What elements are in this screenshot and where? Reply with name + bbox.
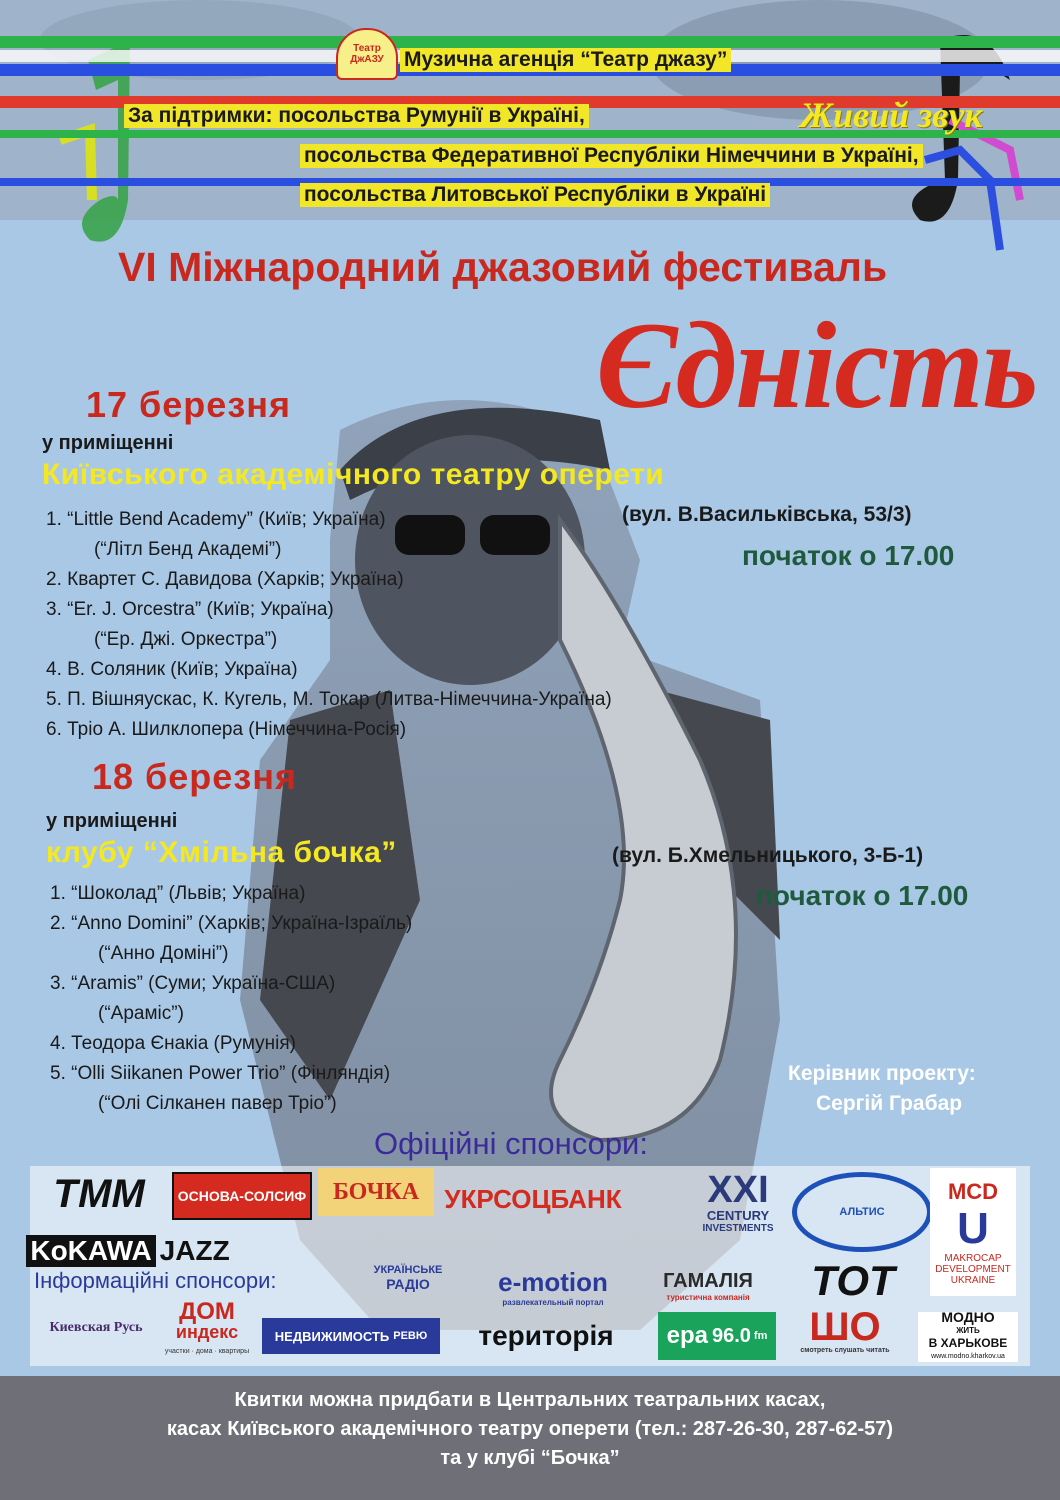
info-sponsors-label: Інформаційні спонсори: <box>34 1268 277 1293</box>
sponsor-text: XXI <box>707 1169 769 1211</box>
sponsor-text: развлекательный портал <box>502 1298 604 1307</box>
agency-name: Музична агенція “Театр джазу” <box>400 48 731 72</box>
sponsor-text: Киевская Русь <box>49 1320 143 1335</box>
sponsor-text: MCD <box>947 1178 999 1204</box>
program-item: 3. “Er. J. Orcestra” (Київ; Україна) <box>46 599 334 620</box>
sponsor-logo-tmm <box>36 1172 162 1216</box>
sponsor-text: смотреть слушать читать <box>800 1347 890 1354</box>
support-line-3: посольства Литовської Республіки в Україні <box>300 183 770 207</box>
program-item: 2. Квартет С. Давидова (Харків; Україна) <box>46 569 404 590</box>
sponsor-text: ДОМ <box>179 1298 235 1325</box>
sponsor-logo-bochka <box>318 1168 434 1216</box>
manager-name: Сергій Грабар <box>816 1092 963 1115</box>
sponsor-logo-altis <box>792 1172 932 1252</box>
sponsor-text: УКРСОЦБАНК <box>444 1183 622 1214</box>
sponsor-text: ТОТ <box>811 1257 895 1304</box>
sponsor-text: ГАМАЛІЯ <box>663 1270 753 1292</box>
footer <box>0 1376 1060 1500</box>
sponsor-logo-osnova <box>172 1172 312 1220</box>
sponsor-text: www.modno.kharkov.ua <box>931 1353 1005 1360</box>
sponsor-logo-modno <box>918 1309 1018 1362</box>
sponsor-text: ОСНОВА-СОЛСИФ <box>177 1188 307 1204</box>
sponsor-text: fm <box>753 1330 768 1342</box>
festival-title: VI Міжнародний джазовий фестиваль <box>118 244 888 290</box>
day1-address: (вул. В.Васильківська, 53/3) <box>622 503 912 526</box>
sponsor-text: ЖИТЬ <box>956 1326 980 1335</box>
sponsor-text: UKRAINE <box>950 1274 996 1286</box>
program-item: 4. В. Соляник (Київ; Україна) <box>46 659 298 680</box>
sponsor-text: ШО <box>809 1305 881 1349</box>
official-sponsors-label: Офіційні спонсори: <box>374 1126 648 1161</box>
day1-venue-pre: у приміщенні <box>42 432 174 454</box>
day2-date: 18 березня <box>92 756 297 797</box>
sponsor-logo-kievskaya-rus <box>34 1298 158 1358</box>
sponsor-text: туристична компанія <box>666 1293 750 1302</box>
program-item: 3. “Aramis” (Суми; Україна-США) <box>50 973 336 994</box>
sponsor-text: ера <box>666 1322 708 1349</box>
program-item: 1. “Little Bend Academy” (Київ; Україна) <box>46 509 386 530</box>
program-item: 1. “Шоколад” (Львів; Україна) <box>50 883 306 904</box>
live-sound: Живий звук <box>800 95 983 135</box>
sponsor-text: KoKAWA <box>26 1235 155 1267</box>
sponsor-text: ТММ <box>53 1171 145 1216</box>
stripe-green <box>0 36 1060 48</box>
sponsor-logo-era-fm <box>658 1312 776 1360</box>
sponsor-text: MAKROCAP <box>944 1252 1002 1264</box>
manager-label: Керівник проекту: <box>788 1062 976 1085</box>
day2-address: (вул. Б.Хмельницького, 3-Б-1) <box>612 844 924 867</box>
day1-venue: Київського академічного театру оперети <box>42 458 665 491</box>
support-line-1: За підтримки: посольства Румунії в Україні, <box>124 104 589 128</box>
day2-venue: клубу “Хмільна бочка” <box>46 836 397 869</box>
program-item: (“Анно Доміні”) <box>98 943 229 964</box>
festival-name: Єдність <box>596 297 1037 434</box>
sponsor-logo-sho <box>798 1306 892 1358</box>
program-item: 4. Теодора Єнакіа (Румунія) <box>50 1033 296 1054</box>
sponsor-logo-ukr-radio <box>346 1250 470 1306</box>
sponsor-logo-nedvizhimost <box>262 1318 440 1354</box>
sponsor-text: В ХАРЬКОВЕ <box>928 1336 1008 1350</box>
support-line-2: посольства Федеративної Республіки Німеччини в Україні, <box>300 144 923 168</box>
program-item: 5. П. Вішняускас, К. Кугель, М. Токар (Литва-Німеччина-Україна) <box>46 689 612 710</box>
sponsor-logo-emotion <box>480 1262 626 1312</box>
day1-date: 17 березня <box>86 384 291 425</box>
sponsor-text: участки · дома · квартиры <box>164 1348 250 1355</box>
sponsor-text: e-motion <box>498 1267 608 1297</box>
agency-logo <box>336 28 398 80</box>
footer-line-3: та у клубі “Бочка” <box>440 1447 620 1469</box>
sponsor-logo-tot <box>792 1258 914 1304</box>
day2-program <box>50 879 412 1119</box>
sponsor-text: CENTURY <box>706 1208 770 1223</box>
sponsor-logo-xxi <box>692 1166 784 1240</box>
sponsor-text: DEVELOPMENT <box>935 1263 1011 1275</box>
sponsor-text: БОЧКА <box>332 1178 420 1205</box>
footer-line-1: Квитки можна придбати в Центральних театральних касах, <box>234 1389 826 1411</box>
program-item: (“Ер. Джі. Оркестра”) <box>94 629 278 650</box>
program-item: 6. Тріо А. Шилклопера (Німеччина-Росія) <box>46 719 407 740</box>
footer-line-2: касах Київського академічного театру оперети (тел.: 287-26-30, 287-62-57) <box>166 1418 894 1440</box>
sponsor-logo-teritoriya <box>456 1318 636 1354</box>
sponsor-text: УКРАЇНСЬКЕ <box>373 1264 443 1276</box>
sponsor-text: МОДНО <box>941 1309 995 1325</box>
sponsor-text: територія <box>478 1320 614 1351</box>
sponsor-text: АЛЬТИС <box>839 1206 885 1218</box>
program-item: (“Араміс”) <box>98 1003 184 1024</box>
sponsor-logo-gamaliya <box>636 1266 780 1306</box>
agency-logo-text: Театр ДжАЗУ <box>350 43 384 65</box>
program-item: 2. “Anno Domini” (Харків; Україна-Ізраїль) <box>50 913 413 934</box>
sponsor-logo-ukrsotsbank <box>440 1180 626 1218</box>
program-item: 5. “Olli Siikanen Power Trio” (Фінляндія) <box>50 1063 391 1084</box>
day1-start: початок о 17.00 <box>742 540 955 571</box>
sponsor-logo-dom-index <box>164 1298 250 1360</box>
day2-venue-pre: у приміщенні <box>46 810 178 832</box>
day2-start: початок о 17.00 <box>756 880 969 911</box>
program-item: (“Олі Сілканен павер Тріо”) <box>98 1093 337 1114</box>
sponsor-text: JAZZ <box>159 1235 230 1266</box>
sponsor-text: РАДІО <box>386 1276 430 1292</box>
sponsor-text: НЕДВИЖИМОСТЬ <box>274 1328 390 1344</box>
sponsor-logo-kokawa <box>30 1234 230 1268</box>
sponsor-text: 96.0 <box>711 1324 751 1347</box>
sponsor-text: индекс <box>175 1322 239 1342</box>
day1-program <box>46 505 612 745</box>
sponsor-logo-mcd: MCD U MAKROCAP DEVELOPMENT UKRAINE <box>930 1168 1016 1296</box>
program-item: (“Літл Бенд Академі”) <box>94 539 282 560</box>
sponsor-text: РЕВЮ <box>393 1330 428 1342</box>
sponsor-text: INVESTMENTS <box>702 1223 774 1234</box>
